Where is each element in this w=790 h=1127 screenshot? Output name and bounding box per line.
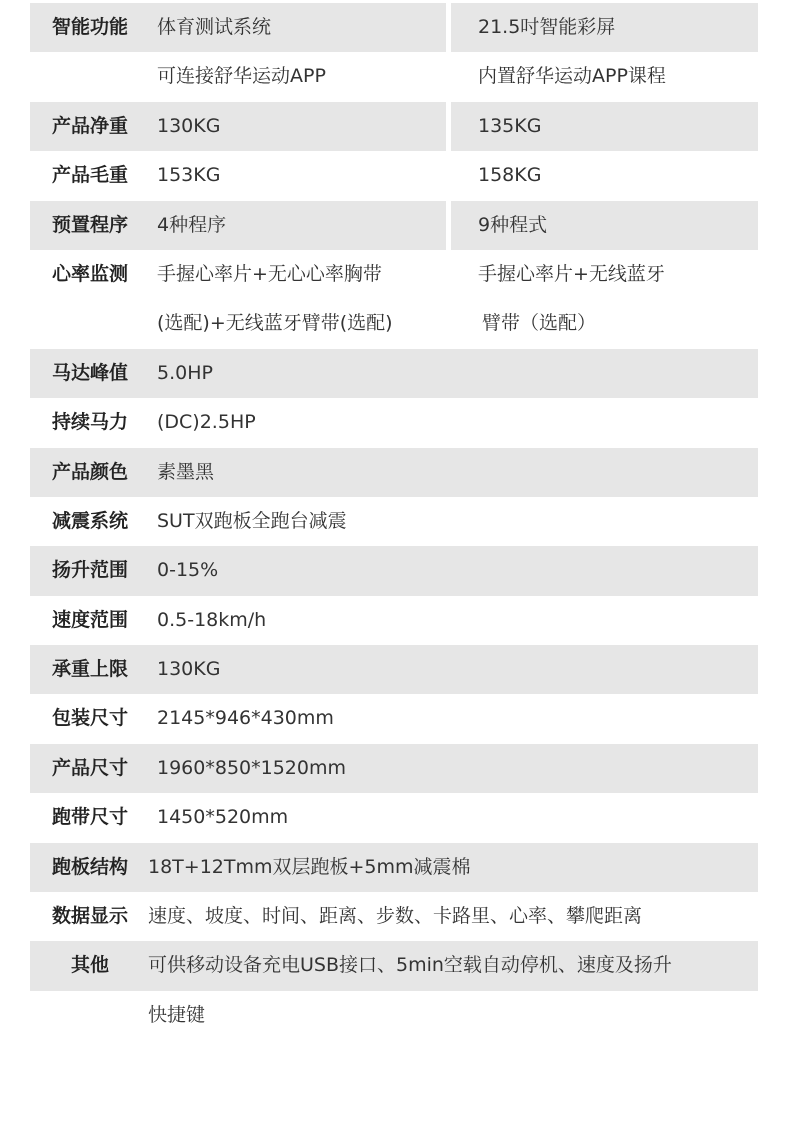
row-label: 预置程序 xyxy=(51,213,128,236)
table-row xyxy=(30,546,758,595)
row-value-1: 130KG xyxy=(157,114,221,137)
row-label: 跑板结构 xyxy=(51,855,128,878)
row-value: 5.0HP xyxy=(157,361,213,384)
row-value: 快捷键 xyxy=(148,1003,206,1026)
row-value: 可供移动设备充电USB接口、5min空载自动停机、速度及扬升 xyxy=(148,954,672,977)
table-row xyxy=(30,3,758,52)
row-value-2: 21.5吋智能彩屏 xyxy=(478,16,616,38)
row-label: 产品颜色 xyxy=(51,460,128,483)
table-row xyxy=(30,250,758,299)
row-label xyxy=(30,991,150,1040)
table-row xyxy=(30,596,758,645)
row-label: 马达峰值 xyxy=(51,361,128,384)
table-row xyxy=(30,52,758,101)
row-label: 其他 xyxy=(70,954,109,977)
row-value-1: 153KG xyxy=(157,164,221,187)
table-row xyxy=(30,448,758,497)
row-value: 18T+12Tmm双层跑板+5mm减震棉 xyxy=(148,855,471,878)
row-value-1: 可连接舒华运动APP xyxy=(157,65,326,88)
table-row xyxy=(30,349,758,398)
row-label: 产品毛重 xyxy=(51,164,128,187)
row-label: 速度范围 xyxy=(51,608,128,631)
row-label: 减震系统 xyxy=(51,509,128,532)
table-row xyxy=(30,497,758,546)
row-label: 持续马力 xyxy=(51,411,128,434)
row-value-1: 手握心率片+无心心率胸带 xyxy=(157,262,382,285)
table-row xyxy=(30,299,758,348)
row-value-1: 4种程序 xyxy=(157,213,227,236)
row-value: 1960*850*1520mm xyxy=(157,756,346,779)
table-row xyxy=(30,843,758,892)
row-label: 数据显示 xyxy=(51,905,128,928)
table-row xyxy=(30,151,758,200)
row-label: 心率监测 xyxy=(51,262,128,285)
row-value-2: 135KG xyxy=(478,114,542,137)
row-value: 2145*946*430mm xyxy=(157,707,334,730)
row-label: 跑带尺寸 xyxy=(51,806,128,829)
row-value-1: 体育测试系统 xyxy=(157,16,272,38)
table-row xyxy=(30,201,758,250)
row-label: 承重上限 xyxy=(51,658,128,681)
row-label: 扬升范围 xyxy=(51,559,128,582)
row-value: 0.5-18km/h xyxy=(157,608,267,631)
row-value-2: 臂带（选配） xyxy=(482,312,597,335)
row-label: 智能功能 xyxy=(51,16,128,38)
row-value-2: 9种程式 xyxy=(478,213,548,236)
row-value: 素墨黑 xyxy=(157,460,215,483)
table-row xyxy=(30,744,758,793)
table-row xyxy=(30,892,758,941)
row-value: (DC)2.5HP xyxy=(157,411,256,434)
table-row xyxy=(30,398,758,447)
spec-table xyxy=(30,3,758,1040)
row-value-1: (选配)+无线蓝牙臂带(选配) xyxy=(157,312,393,335)
row-value-2: 手握心率片+无线蓝牙 xyxy=(478,262,665,285)
row-value: 1450*520mm xyxy=(157,806,289,829)
table-row xyxy=(30,793,758,842)
row-label xyxy=(30,299,150,348)
table-row xyxy=(30,991,758,1040)
row-label: 产品尺寸 xyxy=(51,756,128,779)
row-value: 0-15% xyxy=(157,559,219,582)
row-value: 速度、坡度、时间、距离、步数、卡路里、心率、攀爬距离 xyxy=(148,905,643,928)
row-label: 包装尺寸 xyxy=(51,707,128,730)
row-label xyxy=(30,52,150,101)
table-row xyxy=(30,694,758,743)
table-row xyxy=(30,102,758,151)
row-value: 130KG xyxy=(157,658,221,681)
table-row xyxy=(30,941,758,990)
row-value-2: 内置舒华运动APP课程 xyxy=(478,65,666,88)
row-value: SUT双跑板全跑台减震 xyxy=(157,509,347,532)
row-value-2: 158KG xyxy=(478,164,542,187)
table-row xyxy=(30,645,758,694)
row-label: 产品净重 xyxy=(51,114,128,137)
